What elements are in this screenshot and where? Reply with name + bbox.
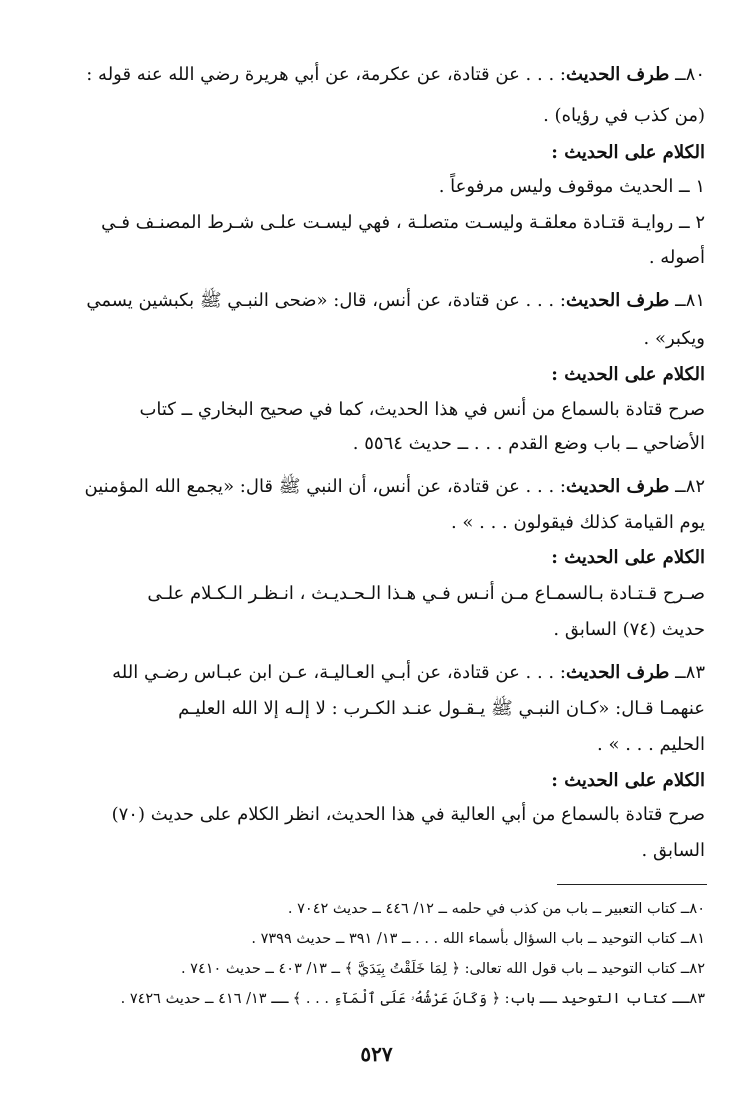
- hadith-lead: طرف الحديث: [565, 64, 670, 85]
- hadith-text: : . . . عن قتادة، عن عكرمة، عن أبي هريرة رضي الله عنه قوله :: [86, 64, 566, 85]
- hadith-number: ٨٣ــ: [675, 662, 705, 683]
- hadith-lead: طرف الحديث: [565, 662, 670, 683]
- hadith-81-line-1: [86, 288, 705, 314]
- footnote-81: ٨١ــ كتاب التوحيد ــ باب السؤال بأسماء الله . . . ــ ١٣/ ٣٩١ ــ حديث ٧٣٩٩ .: [251, 931, 705, 947]
- hadith-80-heading: الكلام على الحديث :: [551, 142, 705, 163]
- hadith-82-heading: الكلام على الحديث :: [551, 547, 705, 568]
- hadith-text: : . . . عن قتادة، عن أنس، قال: «ضحى النبـي ﷺ بكبشين يسمي: [86, 290, 566, 311]
- hadith-number: ٨٢ــ: [675, 476, 705, 497]
- hadith-82-line-1: [85, 474, 705, 500]
- hadith-lead: طرف الحديث: [565, 476, 670, 497]
- footnote-83: ٨٣ــ كتاب التوحيد ــ باب: ﴿ وَكَانَ عَرْشُهُۥ عَلَى ٱلْمَآءِ . . . ﴾ ــ ١٣/ ٤١٦ ــ حديث ٧٤٢٦ .: [120, 991, 705, 1007]
- hadith-number: ٨١ــ: [675, 290, 705, 311]
- page-number: ٥٢٧: [360, 1042, 393, 1066]
- hadith-83-heading: الكلام على الحديث :: [551, 770, 705, 791]
- hadith-81-body-1: صرح قتادة بالسماع من أنس في هذا الحديث، كما في صحيح البخاري ــ كتاب: [139, 399, 705, 420]
- hadith-81-heading: الكلام على الحديث :: [551, 364, 705, 385]
- hadith-82-body-2: حديث (٧٤) السابق .: [553, 619, 705, 640]
- hadith-82-line-2: يوم القيامة كذلك فيقولون . . . » .: [450, 512, 705, 533]
- hadith-text: : . . . عن قتادة، عن أنس، أن النبي ﷺ قال: «يجمع الله المؤمنين: [84, 476, 566, 497]
- hadith-83-line-2: عنهمـا قـال: «كـان النبـي ﷺ يـقـول عنـد الكـرب : لا إلـه إلا الله العليـم: [178, 698, 705, 719]
- hadith-81-line-2: ويكبر» .: [643, 328, 705, 349]
- hadith-text: : . . . عن قتادة، عن أبـي العـاليـة، عـن ابن عبـاس رضـي الله: [112, 662, 566, 683]
- hadith-82-body-1: صـرح قـتـادة بـالسمـاع مـن أنـس فـي هـذا الـحـديـث ، انـظـر الـكـلام علـى: [147, 583, 705, 604]
- hadith-number: ٨٠ــ: [675, 64, 705, 85]
- hadith-80-body-3: أصوله .: [648, 247, 705, 268]
- hadith-80-body-1: ١ ــ الحديث موقوف وليس مرفوعاً .: [438, 176, 705, 197]
- hadith-80-body-2: ٢ ــ روايـة قتـادة معلقـة وليسـت متصلـة ، فهي ليسـت علـى شـرط المصنـف فـي: [101, 212, 705, 233]
- hadith-83-line-1: [112, 660, 705, 686]
- hadith-83-body-2: السابق .: [641, 840, 705, 861]
- footnote-82: ٨٢ــ كتاب التوحيد ــ باب قول الله تعالى: ﴿ لِمَا خَلَقْتُ بِيَدَيَّ ﴾ ــ ١٣/ ٤٠٣ ــ حديث ٧٤١٠ .: [180, 961, 705, 977]
- hadith-80-line-1: [86, 62, 705, 88]
- footnote-separator: [557, 884, 707, 885]
- hadith-83-line-3: الحليم . . . » .: [597, 734, 705, 755]
- hadith-lead: طرف الحديث: [565, 290, 670, 311]
- hadith-81-body-2: الأضاحي ــ باب وضع القدم . . . ــ حديث ٥٥٦٤ .: [352, 433, 705, 454]
- footnote-80: ٨٠ــ كتاب التعبير ــ باب من كذب في حلمه ــ ١٢/ ٤٤٦ ــ حديث ٧٠٤٢ .: [287, 901, 705, 917]
- hadith-83-body-1: صرح قتادة بالسماع من أبي العالية في هذا الحديث، انظر الكلام على حديث (٧٠): [111, 804, 705, 825]
- hadith-80-line-2: (من كذب في رؤياه) .: [543, 105, 705, 126]
